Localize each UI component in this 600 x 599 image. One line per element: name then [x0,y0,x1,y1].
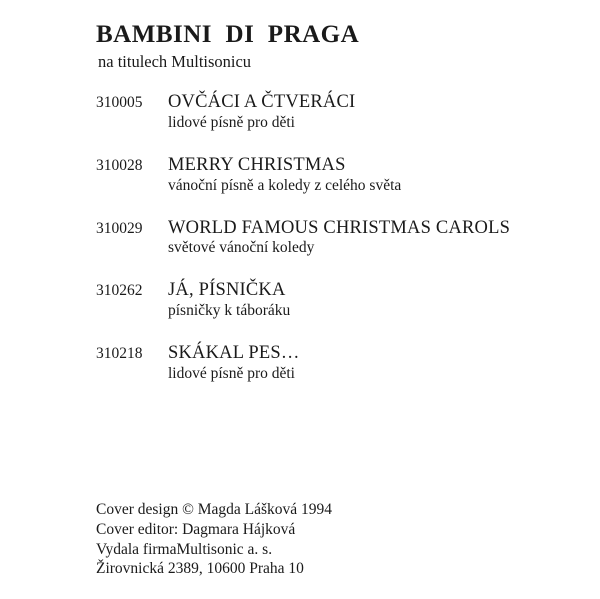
catalog-code: 310005 [96,94,143,111]
catalog-title: OVČÁCI A ČTVERÁCI [168,92,356,112]
catalog-text [168,218,566,258]
catalog-description: lidové písně pro děti [168,364,295,382]
catalog-text [168,155,566,195]
catalog-text [168,92,566,132]
document-footer [96,500,536,579]
footer-line-publisher: Vydala firmaMultisonic a. s. [96,540,273,558]
catalog-code: 310218 [96,345,143,363]
list-item [96,92,566,132]
page-title: BAMBINI DI PRAGA [96,21,360,48]
catalog-code: 310262 [96,282,143,300]
footer-line-address: Žirovnická 2389, 10600 Praha 10 [96,560,304,578]
list-item [96,343,566,383]
catalog-description: lidové písně pro děti [168,113,295,131]
catalog-title: MERRY CHRISTMAS [168,154,346,175]
catalog-listing [96,92,566,406]
catalog-description: světové vánoční koledy [168,239,315,257]
catalog-description: vánoční písně a koledy z celého světa [168,176,402,194]
catalog-title: WORLD FAMOUS CHRISTMAS CAROLS [168,217,511,238]
catalog-title: JÁ, PÍSNIČKA [168,280,286,301]
list-item [96,218,566,258]
catalog-text [168,280,566,320]
catalog-description: písničky k táboráku [168,302,291,320]
catalog-code: 310029 [96,219,143,237]
list-item [96,155,566,195]
list-item [96,280,566,320]
page-subtitle: na titulech Multisonicu [98,52,252,72]
catalog-code: 310028 [96,156,143,174]
footer-line-cover-editor: Cover editor: Dagmara Hájková [96,520,296,538]
footer-line-cover-design: Cover design © Magda Lášková 1994 [96,501,333,518]
catalog-title: SKÁKAL PES… [168,343,300,364]
document-header [96,22,566,72]
catalog-text [168,343,566,383]
